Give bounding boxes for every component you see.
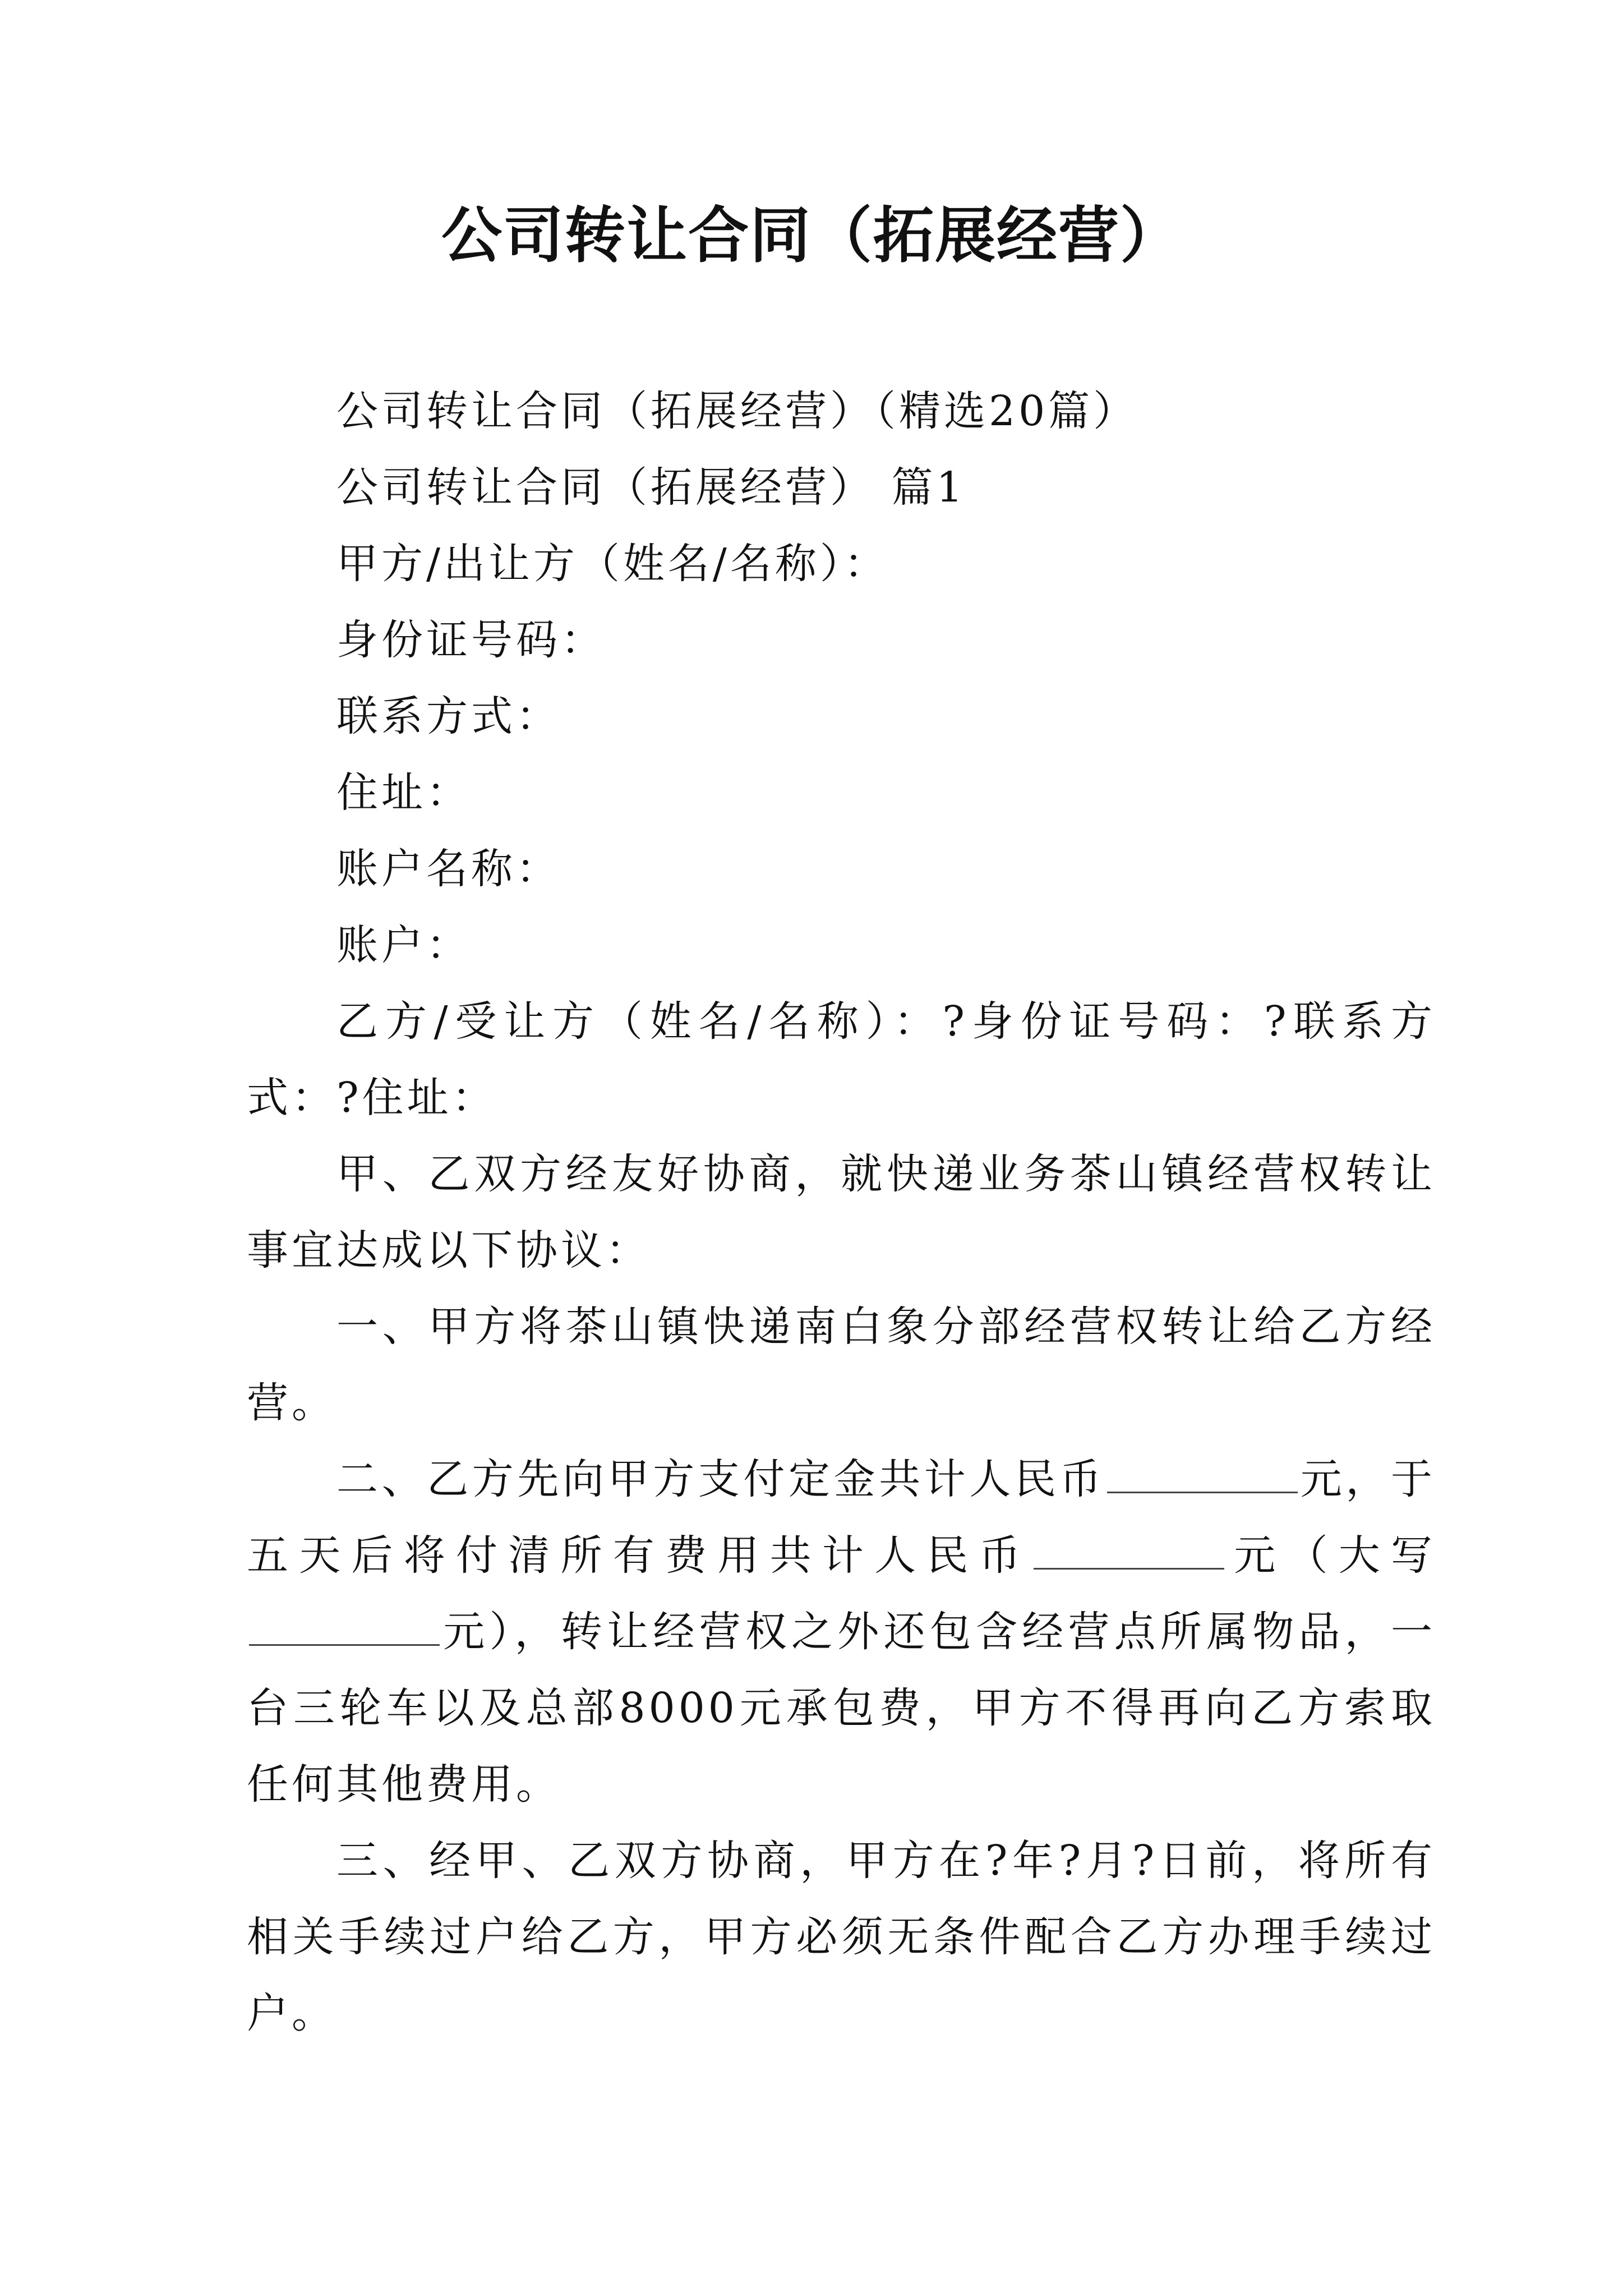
paragraph-account-name: 账户名称： xyxy=(336,845,561,893)
clause-2-part-d: 元），转让经营权之外还包含经营点所属物品，一台三轮车以及总部8000元承包费，甲方不得再向乙方索取任何其他费用。 xyxy=(247,1608,1436,1809)
paragraph-address: 住址： xyxy=(336,769,471,817)
paragraph-account: 账户： xyxy=(336,921,471,969)
paragraph-party-b: 乙方/受让方（姓名/名称）：?身份证号码：?联系方式：?住址： xyxy=(247,997,1436,1122)
paragraph-collection-heading: 公司转让合同（拓展经营）（精选20篇） xyxy=(336,387,1138,435)
document-body xyxy=(247,373,1436,2051)
paragraph-clause-1: 一、甲方将茶山镇快递南白象分部经营权转让给乙方经营。 xyxy=(247,1303,1436,1427)
total-amount-blank xyxy=(1034,1531,1224,1570)
paragraph-id-number: 身份证号码： xyxy=(336,616,606,664)
paragraph-contact: 联系方式： xyxy=(336,692,561,740)
amount-in-words-blank xyxy=(249,1607,440,1646)
clause-2-part-b: 元，于五天后将付清所有费用共计人民币 xyxy=(247,1455,1436,1580)
paragraph-clause-2 xyxy=(247,1441,1436,1823)
paragraph-party-a-name: 甲方/出让方（姓名/名称）： xyxy=(336,540,889,588)
deposit-amount-blank xyxy=(1107,1455,1298,1493)
paragraph-clause-3: 三、经甲、乙双方协商，甲方在?年?月?日前，将所有相关手续过户给乙方，甲方必须无条件配合乙方办理手续过户。 xyxy=(247,1837,1436,2037)
clause-2-part-c: 元（大写 xyxy=(1226,1531,1436,1580)
clause-2-part-a: 二、乙方先向甲方支付定金共计人民币 xyxy=(336,1455,1105,1503)
paragraph-section-heading: 公司转让合同（拓展经营） 篇1 xyxy=(336,463,966,512)
document-title: 公司转让合同（拓展经营） xyxy=(441,200,1182,271)
paragraph-agreement-intro: 甲、乙双方经友好协商，就快递业务茶山镇经营权转让事宜达成以下协议： xyxy=(247,1150,1436,1274)
